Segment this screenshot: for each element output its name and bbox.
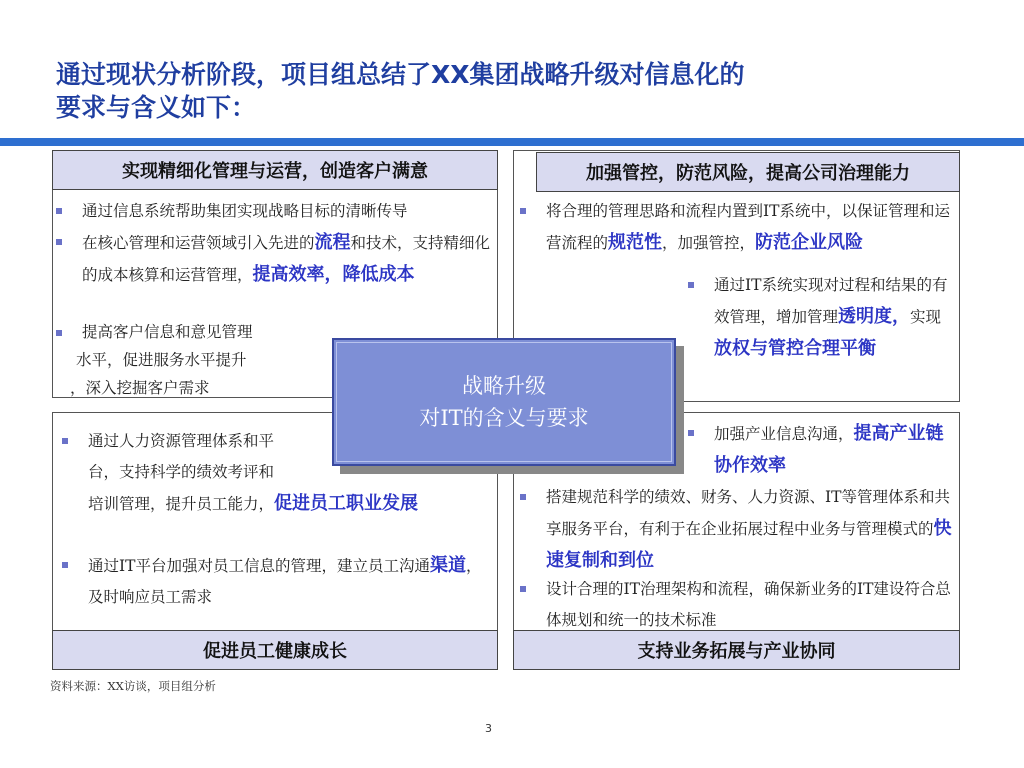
top-left-header-text: 实现精细化管理与运营，创造客户满意 xyxy=(122,161,428,182)
title-divider xyxy=(0,138,1024,146)
top-right-bullet-2: 通过IT系统实现对过程和结果的有效管理，增加管理透明度，实现放权与管控合理平衡 xyxy=(688,270,956,365)
bullet-square-icon xyxy=(56,239,62,245)
bullet-square-icon xyxy=(520,494,526,500)
bullet-square-icon xyxy=(688,430,694,436)
bullet-square-icon xyxy=(56,208,62,214)
center-box xyxy=(332,338,676,466)
bottom-left-footer xyxy=(52,630,498,670)
top-left-bullet-3: 提高客户信息和意见管理 水平，促进服务水平提升 ，深入挖掘客户需求 xyxy=(56,318,336,402)
center-line-1: 战略升级 xyxy=(462,374,546,398)
bullet-square-icon xyxy=(62,438,68,444)
bottom-right-footer xyxy=(513,630,960,670)
page-title xyxy=(56,58,956,124)
top-left-header xyxy=(52,150,498,190)
center-line-2: 对IT的含义与要求 xyxy=(419,406,589,430)
bottom-left-bullet-2: 通过IT平台加强对员工信息的管理，建立员工沟通渠道，及时响应员工需求 xyxy=(62,550,482,613)
top-right-header-text: 加强管控，防范风险，提高公司治理能力 xyxy=(586,163,910,184)
title-line-2: 要求与含义如下： xyxy=(56,93,257,122)
bottom-right-bullet-1: 加强产业信息沟通，提高产业链协作效率 xyxy=(688,418,956,482)
bottom-right-bullet-3: 设计合理的IT治理架构和流程，确保新业务的IT建设符合总体规划和统一的技术标准 xyxy=(520,574,952,636)
bottom-left-footer-text: 促进员工健康成长 xyxy=(203,641,347,662)
title-line-1: 通过现状分析阶段，项目组总结了XX集团战略升级对信息化的 xyxy=(56,60,745,89)
bullet-square-icon xyxy=(520,586,526,592)
page-number: 3 xyxy=(485,722,492,735)
bullet-square-icon xyxy=(688,282,694,288)
source-note: 资料来源：XX访谈，项目组分析 xyxy=(50,679,216,693)
bottom-left-bullet-1: 通过人力资源管理体系和平 台，支持科学的绩效考评和 培训管理，提升员工能力，促进员工职业发展 xyxy=(62,426,482,520)
top-left-bullet-2: 在核心管理和运营领域引入先进的流程和技术，支持精细化的成本核算和运营管理，提高效率，降低成本 xyxy=(56,227,496,291)
bullet-square-icon xyxy=(520,208,526,214)
top-right-bullet-1: 将合理的管理思路和流程内置到IT系统中，以保证管理和运营流程的规范性，加强管控，防范企业风险 xyxy=(520,196,952,259)
bullet-square-icon xyxy=(62,562,68,568)
top-left-bullet-1: 通过信息系统帮助集团实现战略目标的清晰传导 xyxy=(56,196,496,227)
top-right-header xyxy=(536,152,960,192)
bottom-right-bullet-2: 搭建规范科学的绩效、财务、人力资源、IT等管理体系和共享服务平台，有利于在企业拓展过程中业务与管理模式的快速复制和到位 xyxy=(520,482,952,577)
bullet-square-icon xyxy=(56,330,62,336)
bottom-right-footer-text: 支持业务拓展与产业协同 xyxy=(637,641,836,662)
